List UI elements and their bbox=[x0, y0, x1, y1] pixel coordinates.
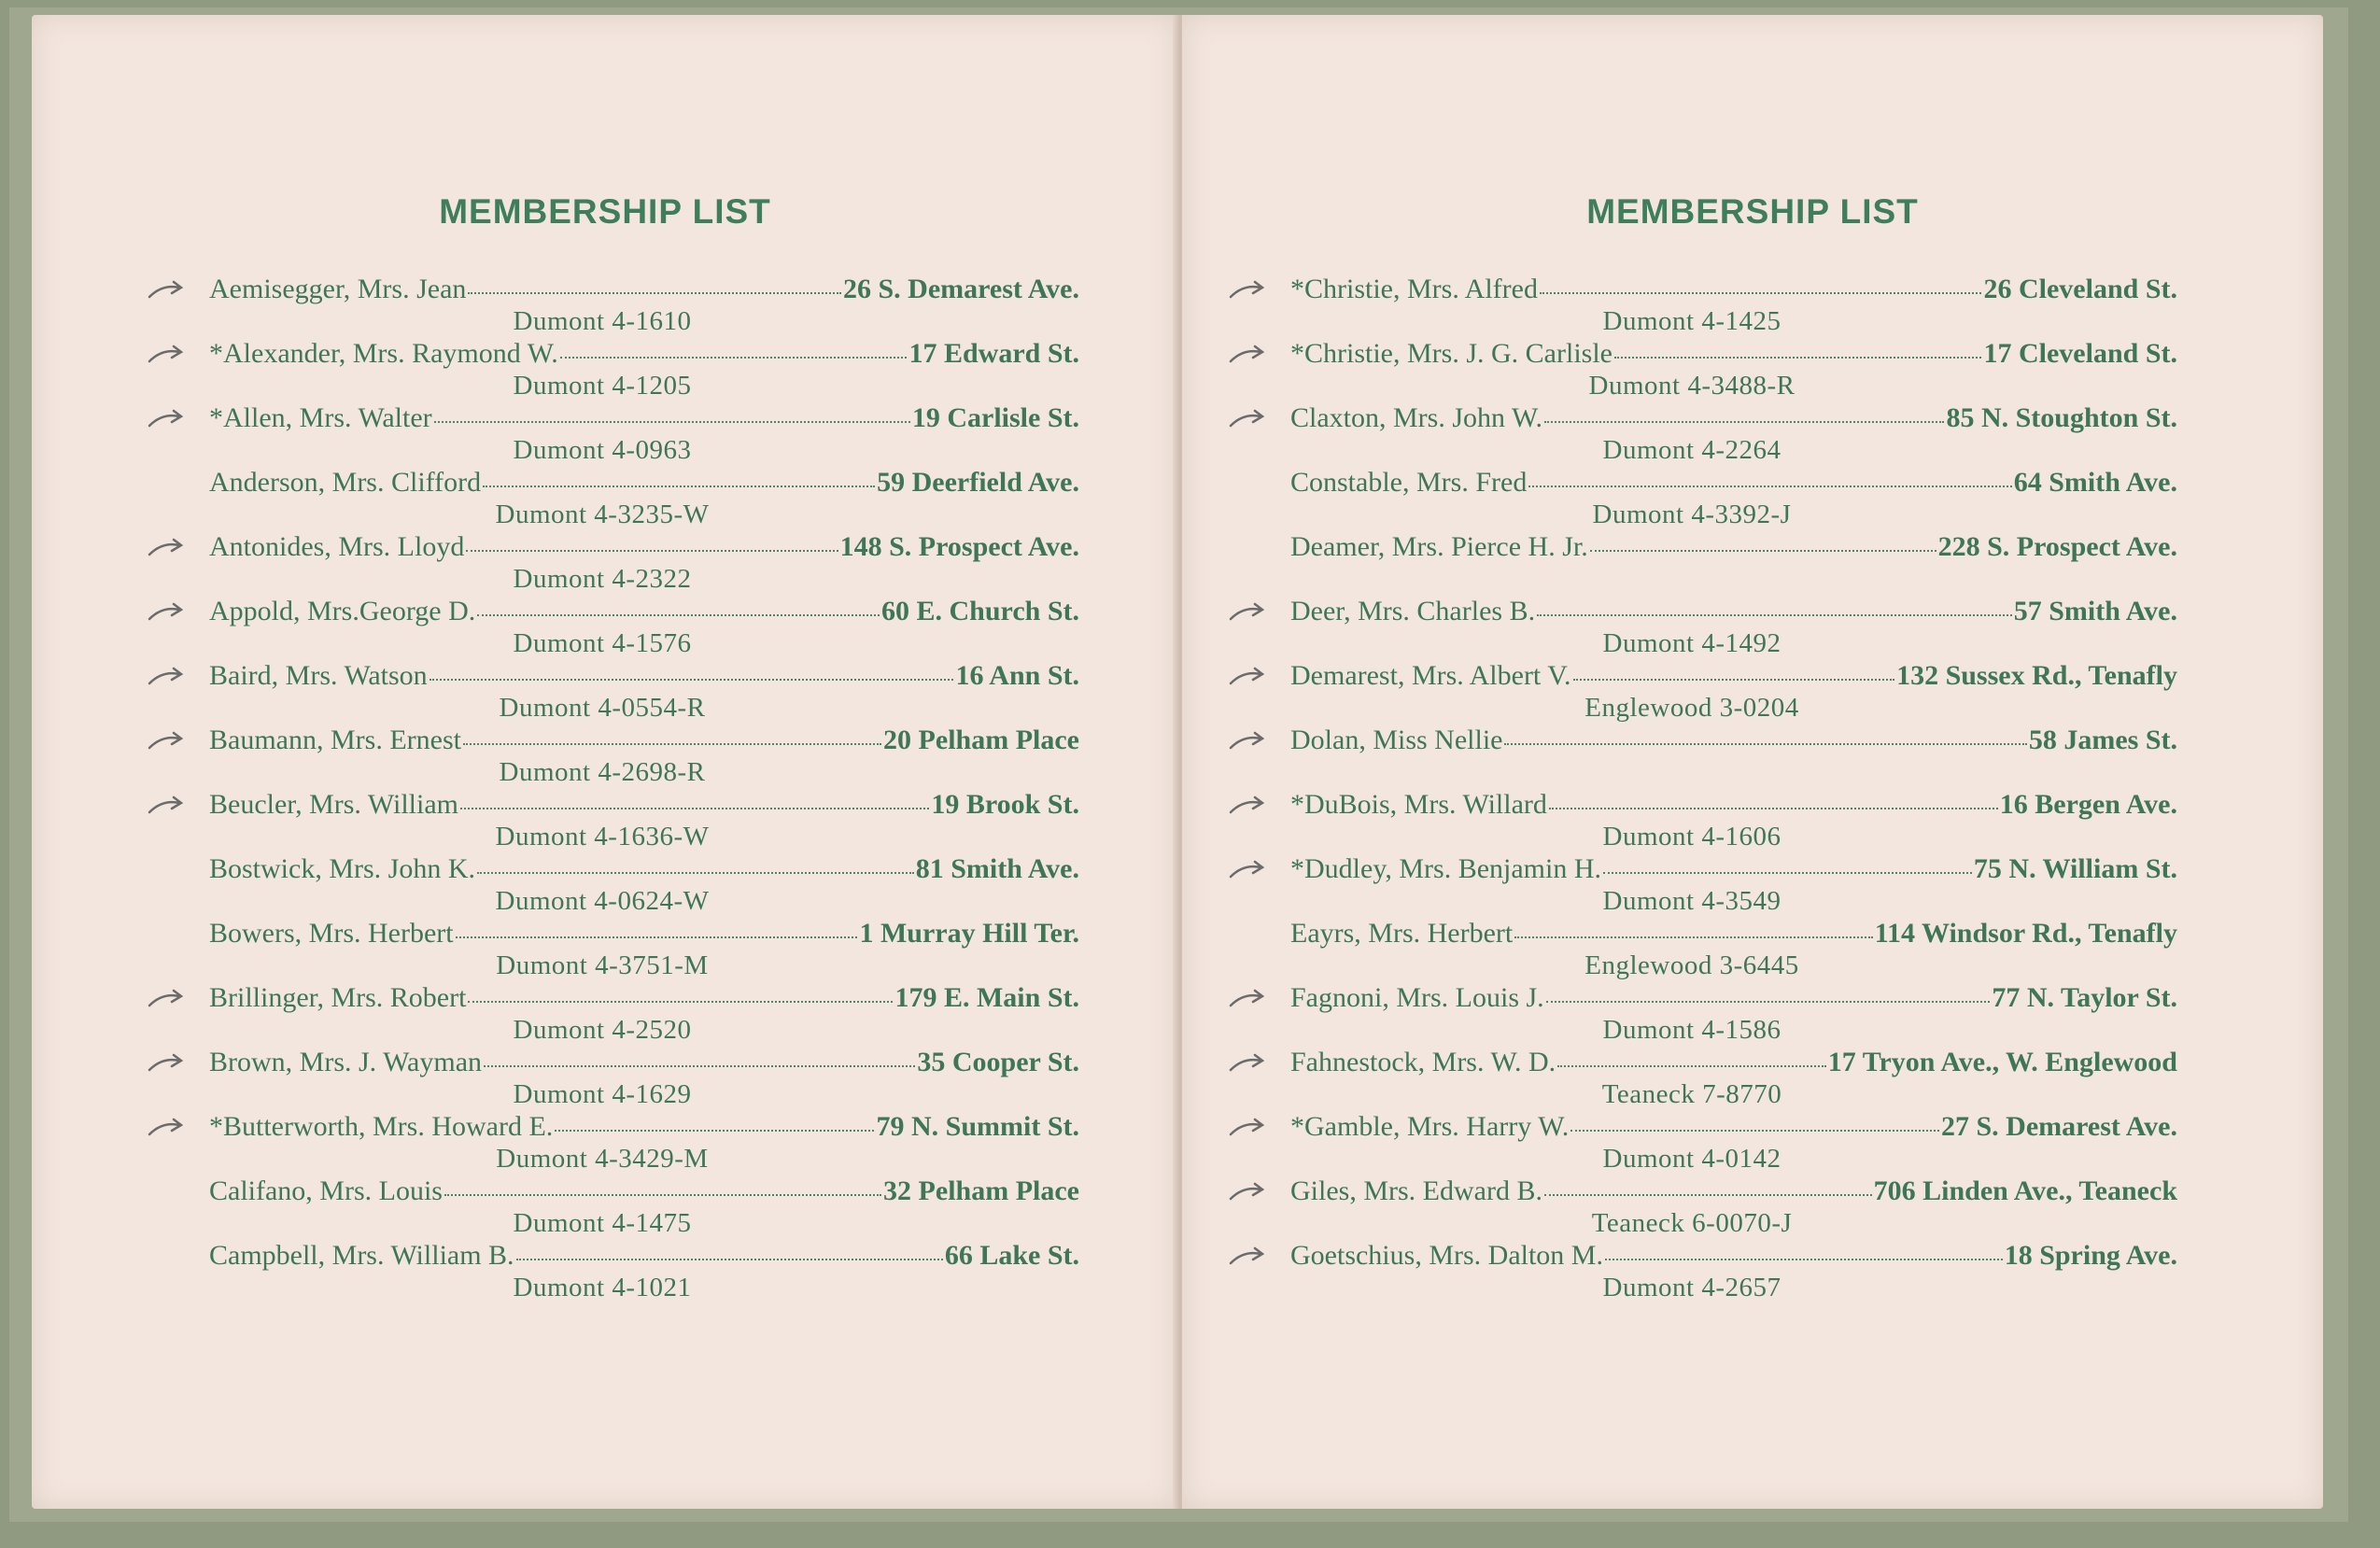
dot-leader bbox=[1514, 936, 1872, 938]
pencil-check-icon bbox=[1227, 983, 1268, 1013]
dot-leader bbox=[1540, 292, 1982, 294]
member-phone: Englewood 3-6445 bbox=[1584, 950, 1799, 980]
pencil-check-icon bbox=[1227, 661, 1268, 691]
member-phone: Dumont 4-1205 bbox=[513, 371, 692, 401]
member-address: 77 N. Taylor St. bbox=[1992, 982, 2177, 1013]
dot-leader bbox=[1544, 421, 1944, 423]
dot-leader bbox=[1546, 1001, 1991, 1003]
membership-list bbox=[209, 273, 1079, 1303]
list-item bbox=[1290, 273, 2177, 337]
member-name: *Dudley, Mrs. Benjamin H. bbox=[1290, 853, 1602, 884]
dot-leader bbox=[444, 1194, 881, 1196]
dot-leader bbox=[1537, 614, 2012, 616]
list-item bbox=[209, 401, 1079, 466]
member-name: Baird, Mrs. Watson bbox=[209, 660, 428, 691]
member-name: *Christie, Mrs. J. G. Carlisle bbox=[1290, 338, 1612, 369]
dot-leader bbox=[1590, 550, 1936, 552]
dot-leader bbox=[1557, 1065, 1826, 1067]
member-address: 26 Cleveland St. bbox=[1983, 274, 2177, 304]
pencil-check-icon bbox=[146, 790, 187, 820]
member-phone: Dumont 4-2322 bbox=[513, 564, 692, 594]
pencil-check-icon bbox=[1227, 1048, 1268, 1077]
member-address: 81 Smith Ave. bbox=[915, 853, 1079, 884]
list-item bbox=[209, 659, 1079, 724]
pencil-check-icon bbox=[146, 983, 187, 1013]
member-phone: Dumont 4-1475 bbox=[513, 1208, 692, 1238]
dot-leader bbox=[1549, 808, 1998, 809]
member-phone: Dumont 4-3488-R bbox=[1588, 371, 1796, 401]
member-name: Fahnestock, Mrs. W. D. bbox=[1290, 1047, 1556, 1077]
member-name: Constable, Mrs. Fred bbox=[1290, 467, 1528, 498]
member-name: Deer, Mrs. Charles B. bbox=[1290, 596, 1536, 626]
list-item bbox=[209, 724, 1079, 788]
member-address: 1 Murray Hill Ter. bbox=[859, 918, 1079, 949]
page-title: MEMBERSHIP LIST bbox=[439, 192, 771, 231]
member-address: 179 E. Main St. bbox=[894, 982, 1079, 1013]
member-name: *Alexander, Mrs. Raymond W. bbox=[209, 338, 558, 369]
member-name: Claxton, Mrs. John W. bbox=[1290, 402, 1543, 433]
member-phone: Dumont 4-1576 bbox=[513, 628, 692, 658]
pencil-check-icon bbox=[146, 1112, 187, 1142]
dot-leader bbox=[466, 550, 838, 552]
member-address: 26 S. Demarest Ave. bbox=[842, 274, 1079, 304]
pencil-check-icon bbox=[1227, 1112, 1268, 1142]
dot-leader bbox=[1544, 1194, 1872, 1196]
dot-leader bbox=[430, 679, 954, 681]
member-phone: Dumont 4-3429-M bbox=[496, 1144, 709, 1174]
list-item bbox=[209, 595, 1079, 659]
pencil-check-icon bbox=[1227, 1241, 1268, 1271]
list-item bbox=[1290, 530, 2177, 595]
member-address: 20 Pelham Place bbox=[883, 725, 1079, 755]
member-address: 132 Sussex Rd., Tenafly bbox=[1896, 660, 2177, 691]
member-phone: Englewood 3-0204 bbox=[1584, 693, 1799, 723]
dot-leader bbox=[1603, 872, 1972, 874]
list-item bbox=[209, 1110, 1079, 1175]
member-address: 19 Carlisle St. bbox=[911, 402, 1079, 433]
member-phone: Dumont 4-1606 bbox=[1602, 822, 1781, 851]
member-name: Baumann, Mrs. Ernest bbox=[209, 725, 461, 755]
member-phone: Dumont 4-1636-W bbox=[495, 822, 710, 851]
member-phone: Dumont 4-2520 bbox=[513, 1015, 692, 1045]
pencil-check-icon bbox=[146, 597, 187, 626]
membership-list bbox=[1290, 273, 2177, 1303]
member-name: *Gamble, Mrs. Harry W. bbox=[1290, 1111, 1570, 1142]
member-name: *Butterworth, Mrs. Howard E. bbox=[209, 1111, 554, 1142]
member-phone: Dumont 4-1610 bbox=[513, 306, 692, 336]
member-name: Antonides, Mrs. Lloyd bbox=[209, 531, 465, 562]
member-name: Anderson, Mrs. Clifford bbox=[209, 467, 482, 498]
dot-leader bbox=[483, 486, 875, 487]
member-name: Bostwick, Mrs. John K. bbox=[209, 853, 476, 884]
dot-leader bbox=[468, 1001, 893, 1003]
member-phone: Dumont 4-2264 bbox=[1602, 435, 1781, 465]
list-item bbox=[1290, 595, 2177, 659]
member-name: Goetschius, Mrs. Dalton M. bbox=[1290, 1240, 1603, 1271]
dot-leader bbox=[560, 357, 908, 359]
list-item bbox=[1290, 981, 2177, 1046]
list-item bbox=[209, 852, 1079, 917]
pencil-check-icon bbox=[1227, 790, 1268, 820]
member-phone: Dumont 4-3751-M bbox=[496, 950, 709, 980]
member-phone: Dumont 4-1021 bbox=[513, 1273, 692, 1302]
member-phone: Dumont 4-0142 bbox=[1602, 1144, 1781, 1174]
pencil-check-icon bbox=[1227, 274, 1268, 304]
member-address: 59 Deerfield Ave. bbox=[877, 467, 1079, 498]
list-item bbox=[1290, 659, 2177, 724]
pencil-check-icon bbox=[1227, 403, 1268, 433]
member-address: 17 Cleveland St. bbox=[1983, 338, 2177, 369]
member-address: 114 Windsor Rd., Tenafly bbox=[1874, 918, 2177, 949]
member-phone: Dumont 4-3549 bbox=[1602, 886, 1781, 916]
member-address: 706 Linden Ave., Teaneck bbox=[1873, 1175, 2177, 1206]
member-name: Aemisegger, Mrs. Jean bbox=[209, 274, 467, 304]
left-page bbox=[32, 15, 1178, 1509]
member-name: Eayrs, Mrs. Herbert bbox=[1290, 918, 1514, 949]
member-address: 18 Spring Ave. bbox=[2004, 1240, 2177, 1271]
list-item bbox=[1290, 1046, 2177, 1110]
member-phone: Teaneck 6-0070-J bbox=[1591, 1208, 1793, 1238]
dot-leader bbox=[1573, 679, 1895, 681]
member-phone: Dumont 4-3392-J bbox=[1592, 500, 1792, 529]
list-item bbox=[1290, 466, 2177, 530]
dot-leader bbox=[555, 1130, 874, 1132]
member-name: *Allen, Mrs. Walter bbox=[209, 402, 432, 433]
member-address: 17 Tryon Ave., W. Englewood bbox=[1827, 1047, 2177, 1077]
member-address: 64 Smith Ave. bbox=[2013, 467, 2177, 498]
dot-leader bbox=[477, 614, 880, 616]
dot-leader bbox=[1570, 1130, 1939, 1132]
list-item bbox=[1290, 1110, 2177, 1175]
member-address: 35 Cooper St. bbox=[917, 1047, 1079, 1077]
member-phone: Dumont 4-0554-R bbox=[499, 693, 706, 723]
list-item bbox=[1290, 917, 2177, 981]
list-item bbox=[1290, 401, 2177, 466]
dot-leader bbox=[477, 872, 914, 874]
list-item bbox=[209, 337, 1079, 401]
booklet bbox=[9, 7, 2348, 1522]
member-phone: Dumont 4-2698-R bbox=[499, 757, 706, 787]
pencil-check-icon bbox=[1227, 1176, 1268, 1206]
dot-leader bbox=[1528, 486, 2011, 487]
pencil-check-icon bbox=[146, 274, 187, 304]
member-name: *Christie, Mrs. Alfred bbox=[1290, 274, 1538, 304]
list-item bbox=[209, 466, 1079, 530]
list-item bbox=[1290, 1239, 2177, 1303]
member-name: Demarest, Mrs. Albert V. bbox=[1290, 660, 1571, 691]
list-item bbox=[209, 981, 1079, 1046]
member-phone: Dumont 4-3235-W bbox=[495, 500, 710, 529]
list-item bbox=[209, 917, 1079, 981]
member-phone: Dumont 4-1425 bbox=[1602, 306, 1781, 336]
member-name: Bowers, Mrs. Herbert bbox=[209, 918, 454, 949]
pencil-check-icon bbox=[1227, 339, 1268, 369]
member-address: 27 S. Demarest Ave. bbox=[1940, 1111, 2177, 1142]
member-address: 19 Brook St. bbox=[931, 789, 1079, 820]
member-name: *DuBois, Mrs. Willard bbox=[1290, 789, 1547, 820]
pencil-check-icon bbox=[1227, 725, 1268, 755]
member-phone: Dumont 4-0963 bbox=[513, 435, 692, 465]
member-phone: Dumont 4-0624-W bbox=[495, 886, 710, 916]
dot-leader bbox=[468, 292, 841, 294]
member-name: Giles, Mrs. Edward B. bbox=[1290, 1175, 1542, 1206]
dot-leader bbox=[1605, 1259, 2003, 1260]
member-name: Campbell, Mrs. William B. bbox=[209, 1240, 514, 1271]
member-name: Dolan, Miss Nellie bbox=[1290, 725, 1503, 755]
list-item bbox=[209, 1175, 1079, 1239]
member-phone: Dumont 4-2657 bbox=[1602, 1273, 1781, 1302]
dot-leader bbox=[434, 421, 910, 423]
pencil-check-icon bbox=[146, 403, 187, 433]
member-phone: Teaneck 7-8770 bbox=[1601, 1079, 1782, 1109]
member-phone: Dumont 4-1492 bbox=[1602, 628, 1781, 658]
member-address: 58 James St. bbox=[2028, 725, 2177, 755]
list-item bbox=[1290, 788, 2177, 852]
member-name: Brown, Mrs. J. Wayman bbox=[209, 1047, 483, 1077]
member-address: 57 Smith Ave. bbox=[2013, 596, 2177, 626]
pencil-check-icon bbox=[146, 532, 187, 562]
member-phone: Dumont 4-1586 bbox=[1602, 1015, 1781, 1045]
member-name: Deamer, Mrs. Pierce H. Jr. bbox=[1290, 531, 1588, 562]
dot-leader bbox=[456, 936, 858, 938]
member-name: Brillinger, Mrs. Robert bbox=[209, 982, 467, 1013]
member-address: 32 Pelham Place bbox=[883, 1175, 1079, 1206]
list-item bbox=[209, 1239, 1079, 1303]
member-address: 16 Bergen Ave. bbox=[1999, 789, 2177, 820]
dot-leader bbox=[463, 743, 881, 745]
member-name: Fagnoni, Mrs. Louis J. bbox=[1290, 982, 1544, 1013]
pencil-check-icon bbox=[146, 725, 187, 755]
list-item bbox=[1290, 1175, 2177, 1239]
pencil-check-icon bbox=[146, 339, 187, 369]
dot-leader bbox=[1504, 743, 2026, 745]
member-address: 148 S. Prospect Ave. bbox=[839, 531, 1079, 562]
list-item bbox=[209, 1046, 1079, 1110]
list-item bbox=[1290, 852, 2177, 917]
dot-leader bbox=[516, 1259, 943, 1260]
pencil-check-icon bbox=[1227, 597, 1268, 626]
list-item bbox=[209, 788, 1079, 852]
member-address: 16 Ann St. bbox=[955, 660, 1079, 691]
member-address: 85 N. Stoughton St. bbox=[1946, 402, 2177, 433]
member-address: 75 N. William St. bbox=[1973, 853, 2177, 884]
dot-leader bbox=[484, 1065, 915, 1067]
list-item bbox=[1290, 724, 2177, 788]
page-title: MEMBERSHIP LIST bbox=[1586, 192, 1919, 231]
member-phone: Dumont 4-1629 bbox=[513, 1079, 692, 1109]
member-name: Califano, Mrs. Louis bbox=[209, 1175, 443, 1206]
list-item bbox=[1290, 337, 2177, 401]
member-address: 228 S. Prospect Ave. bbox=[1937, 531, 2177, 562]
pencil-check-icon bbox=[146, 1048, 187, 1077]
member-address: 66 Lake St. bbox=[944, 1240, 1079, 1271]
member-name: Appold, Mrs.George D. bbox=[209, 596, 476, 626]
list-item bbox=[209, 530, 1079, 595]
list-item bbox=[209, 273, 1079, 337]
member-address: 60 E. Church St. bbox=[881, 596, 1079, 626]
member-address: 79 N. Summit St. bbox=[876, 1111, 1079, 1142]
pencil-check-icon bbox=[1227, 854, 1268, 884]
pencil-check-icon bbox=[146, 661, 187, 691]
member-address: 17 Edward St. bbox=[908, 338, 1079, 369]
dot-leader bbox=[460, 808, 929, 809]
member-name: Beucler, Mrs. William bbox=[209, 789, 458, 820]
right-page bbox=[1182, 15, 2323, 1509]
dot-leader bbox=[1614, 357, 1981, 359]
